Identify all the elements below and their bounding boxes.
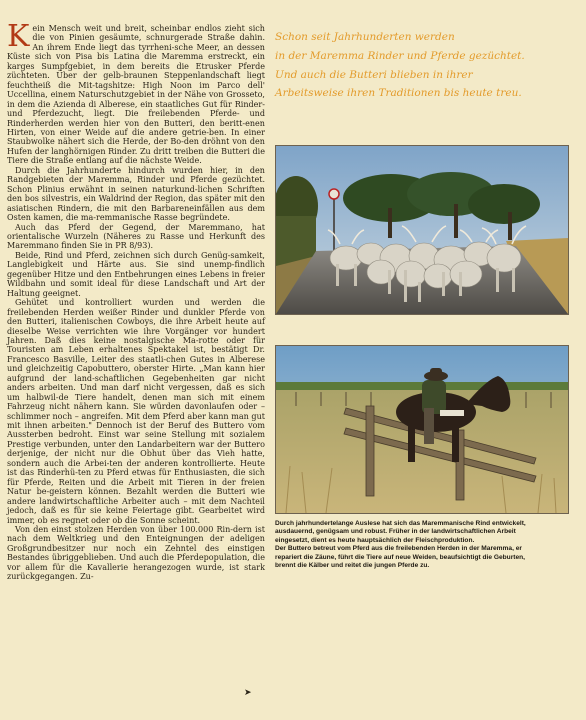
article-paragraph: Von den einst stolzen Herden von über 100.000 Rin-dern ist nach dem Weltkrieg und den Enteignungen der adeligen Großgrundbesitzer nur noch ein Zehntel des einstigen Bestandes übriggeblieben. Und auch die Pferdepopulation, die vor allem für die Kavallerie herangezogen wurde, ist stark zurückgegangen. Zu- bbox=[7, 525, 265, 582]
article-paragraph: Durch die Jahrhunderte hindurch wurden hier, in den Randgebieten der Maremma, Rinder und Pferde gezüchtet. Schon Plinius erwähnt in seinen naturkund-lichen Schriften den bos silvestris, ein Waldrind der Region, das später mit den asiatischen Rindern, die mit den Barbareneinfällen aus dem Osten kamen, die ma-remmanische Rasse begründete. bbox=[7, 165, 265, 223]
article-paragraph: Auch das Pferd der Gegend, der Maremmano, hat orientalische Wurzeln (Näheres zu Rasse und Herkunft des Maremmano finden Sie in PR 8/93). bbox=[7, 222, 265, 251]
article-paragraph: Gehütet und kontrolliert wurden und werden die freilebenden Herden weißer Rinder und dunkler Pferde von den Butteri, italienischen Cowboys, die ihre Arbeit heute auf dieselbe Weise verrichten wie ihre Vorgänger vor hundert Jahren. Daß dies keine nostalgische Ma-rotte oder für Touristen am Leben erhaltenes Spektakel ist, bestätigt Dr. Francesco Basville, Leiter des staatli-chen Gutes in Alberese und gleichzeitig Capobuttero, oberster Hirte. „Man kann hier aufgrund der land-schaftlichen Gegebenheiten gar nicht anders arbeiten. Und man darf nicht vergessen, daß es sich um halbwil-de Tiere handelt, denen man sich mit einem Fahrzeug nicht nähern kann. Sie würden davonlaufen oder – schlimmer noch – angreifen. Mit dem Pferd aber kann man gut mit ihnen arbeiten." Dennoch ist der Beruf des Buttero vom Aussterben bedroht. Einst war seine Stellung mit sozialem Prestige verbunden, unter den Landarbeitern war der Buttero derjenige, der nicht nur die Obhut über das Vieh hatte, sondern auch die Arbei-ten der anderen kontrollierte. Heute ist das Rinderhü-ten zu Pferd etwas für Enthusiasten, die sich für Pferde, Reiten und die Arbeit mit Tieren in der freien Natur be-geistern können. Bezahlt werden die Butteri wie andere landwirtschaftliche Arbeiter auch – mit dem Nachteil jedoch, daß es für sie keine Feiertage gibt. Gearbeitet wird immer, ob es regnet oder ob die Sonne scheint. bbox=[7, 298, 265, 525]
caption-line: repariert die Zäune, führt die Tiere auf neue Weiden, beaufsichtigt die Geburten, bbox=[275, 553, 525, 561]
caption-line: brennt die Kälber und reitet die jungen Pferde zu. bbox=[275, 562, 430, 570]
caption-line: Durch jahrhundertelange Auslese hat sich das Maremmanische Rind entwickelt, bbox=[275, 520, 526, 527]
article-text-column bbox=[7, 19, 265, 700]
photo-caption bbox=[275, 520, 575, 570]
buttero-fence-photo bbox=[275, 345, 569, 514]
article-paragraph: Beide, Rind und Pferd, zeichnen sich durch Genüg-samkeit, Langlebigkeit und Härte aus. Sie sind unemp-findlich gegenüber Hitze und den Entbehrungen eines Lebens in freier Wildbahn und somit ideal für diese Landschaft und Art der Haltung geeignet. bbox=[7, 250, 265, 298]
caption-line: Der Buttero betreut vom Pferd aus die freilebenden Herden in der Maremma, er bbox=[275, 545, 522, 553]
drop-cap: K bbox=[7, 19, 30, 54]
article-paragraph: Kein Mensch weit und breit, scheinbar endlos zieht sich die von Pinien gesäumte, schnurgerade Straße dahin. An ihrem Ende liegt das tyrrheni-sche Meer, an dessen Küste sich von Pisa bis Latina die Maremma erstreckt, ein karges Sumpfgebiet, in dem bereits die Etrusker Pferde züchteten. Über der gelb-braunen Steppenlandschaft liegt feuchtheiß die Mit-tagshitze: High Noon im Parco dell' Uccellina, einem Naturschutzgebiet in der Nähe von Grosseto, in dem die Azienda di Alberese, ein staatliches Gut für Rinder- und Pferdezucht, liegt. Die freilebenden Pferde- und Rinderherden werden hier von den Butteri, den beritt-enen Hirten, von einer Weide auf die andere getrie-ben. In einer Staubwolke nähert sich die Herde, der Bo-den dröhnt von den Hufen der langhörnigen Rinder. Zu dritt treiben die Butteri die Tiere die Straße entlang auf die nächste Weide. bbox=[7, 19, 265, 166]
pull-quote-line: Schon seit Jahrhunderten werden bbox=[275, 31, 455, 43]
continue-arrow-icon: ➤ bbox=[244, 688, 252, 698]
cattle-herd-photo bbox=[275, 145, 569, 315]
pull-quote-line: Und auch die Butteri blieben in ihrer bbox=[275, 68, 473, 81]
caption-line: ausdauernd, genügsam und robust. Früher in der landwirtschaftlichen Arbeit bbox=[275, 528, 516, 536]
pull-quote bbox=[275, 28, 575, 103]
caption-line: eingesetzt, dient es heute hauptsächlich der Fleischproduktion. bbox=[275, 536, 475, 544]
pull-quote-line: Arbeitsweise ihren Traditionen bis heute treu. bbox=[275, 87, 522, 100]
pull-quote-line: in der Maremma Rinder und Pferde gezüchtet. bbox=[275, 49, 525, 62]
